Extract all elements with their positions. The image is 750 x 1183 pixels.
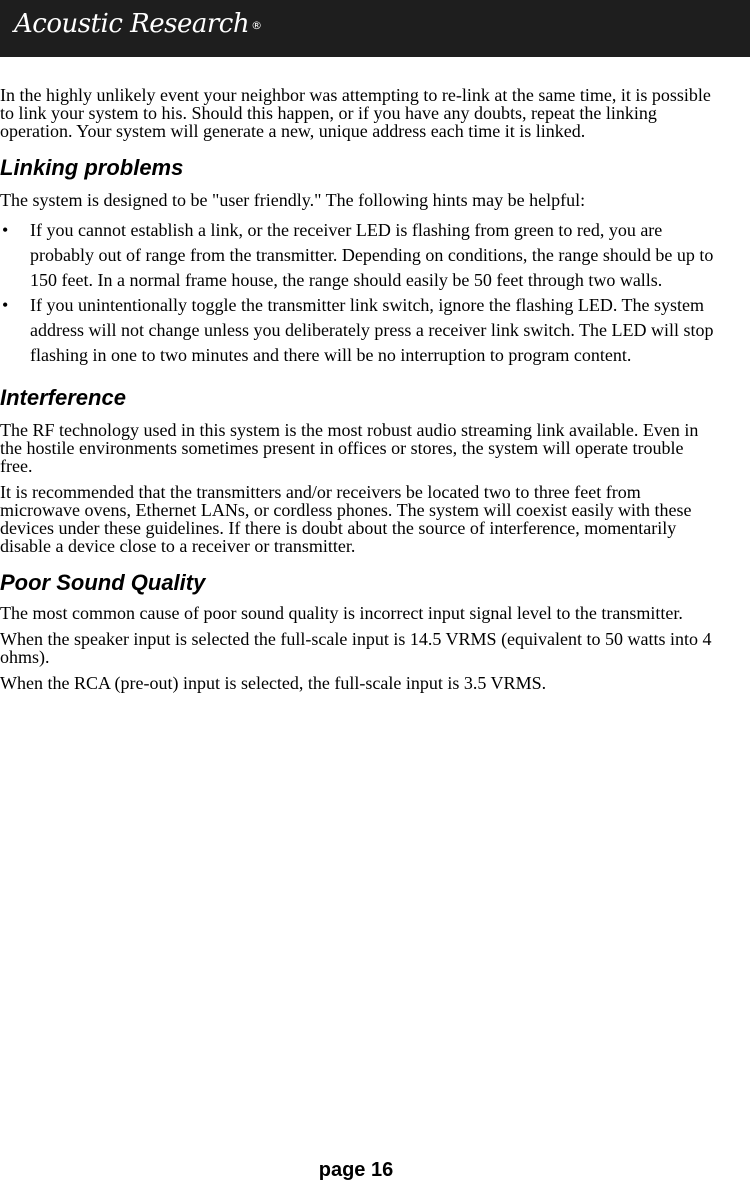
brand-logo (14, 9, 262, 39)
brand-name: Acoustic Research (14, 9, 250, 39)
list-item-text: If you unintentionally toggle the transmitter link switch, ignore the flashing LED. The system address will not change unless you deliberately press a receiver link switch. The LED will stop flashing in one to two minutes and there will be no interruption to program content. (30, 295, 714, 365)
heading-linking-problems: Linking problems (0, 155, 184, 180)
interference-paragraph-2: It is recommended that the transmitters and/or receivers be located two to three feet from microwave ovens, Ethernet LANs, or cordless phones. The system will coexist easily with these devices under these guidelines. If there is doubt about the source of interference, momentarily disable a device close to a receiver or transmitter. (0, 482, 692, 556)
bullet-glyph: • (2, 295, 9, 315)
list-item (0, 218, 720, 293)
heading-poor-sound-quality: Poor Sound Quality (0, 570, 206, 595)
list-item (0, 293, 720, 368)
sound-quality-paragraph-1: The most common cause of poor sound quality is incorrect input signal level to the transmitter. (0, 603, 683, 623)
registered-mark: ® (251, 19, 262, 32)
linking-hints-list (0, 218, 720, 368)
sound-quality-paragraph-2: When the speaker input is selected the full-scale input is 14.5 VRMS (equivalent to 50 watts into 4 ohms). (0, 629, 712, 667)
page-content (0, 86, 720, 692)
header-bar (0, 0, 750, 57)
list-item-text: If you cannot establish a link, or the receiver LED is flashing from green to red, you are probably out of range from the transmitter. Depending on conditions, the range should be up to 150 feet. In a normal frame house, the range should easily be 50 feet through two walls. (30, 220, 714, 290)
heading-interference: Interference (0, 385, 126, 410)
bullet-glyph: • (2, 220, 9, 240)
linking-lead-paragraph: The system is designed to be "user friendly." The following hints may be helpful: (0, 190, 586, 210)
sound-quality-paragraph-3: When the RCA (pre-out) input is selected, the full-scale input is 3.5 VRMS. (0, 673, 547, 693)
page-number: page 16 (318, 1159, 394, 1181)
intro-paragraph: In the highly unlikely event your neighbor was attempting to re-link at the same time, it is possible to link your system to his. Should this happen, or if you have any doubts, repeat the linking operation. Your system will generate a new, unique address each time it is linked. (0, 85, 711, 141)
interference-paragraph-1: The RF technology used in this system is the most robust audio streaming link available. Even in the hostile environments sometimes present in offices or stores, the system will operate trouble free. (0, 420, 699, 476)
